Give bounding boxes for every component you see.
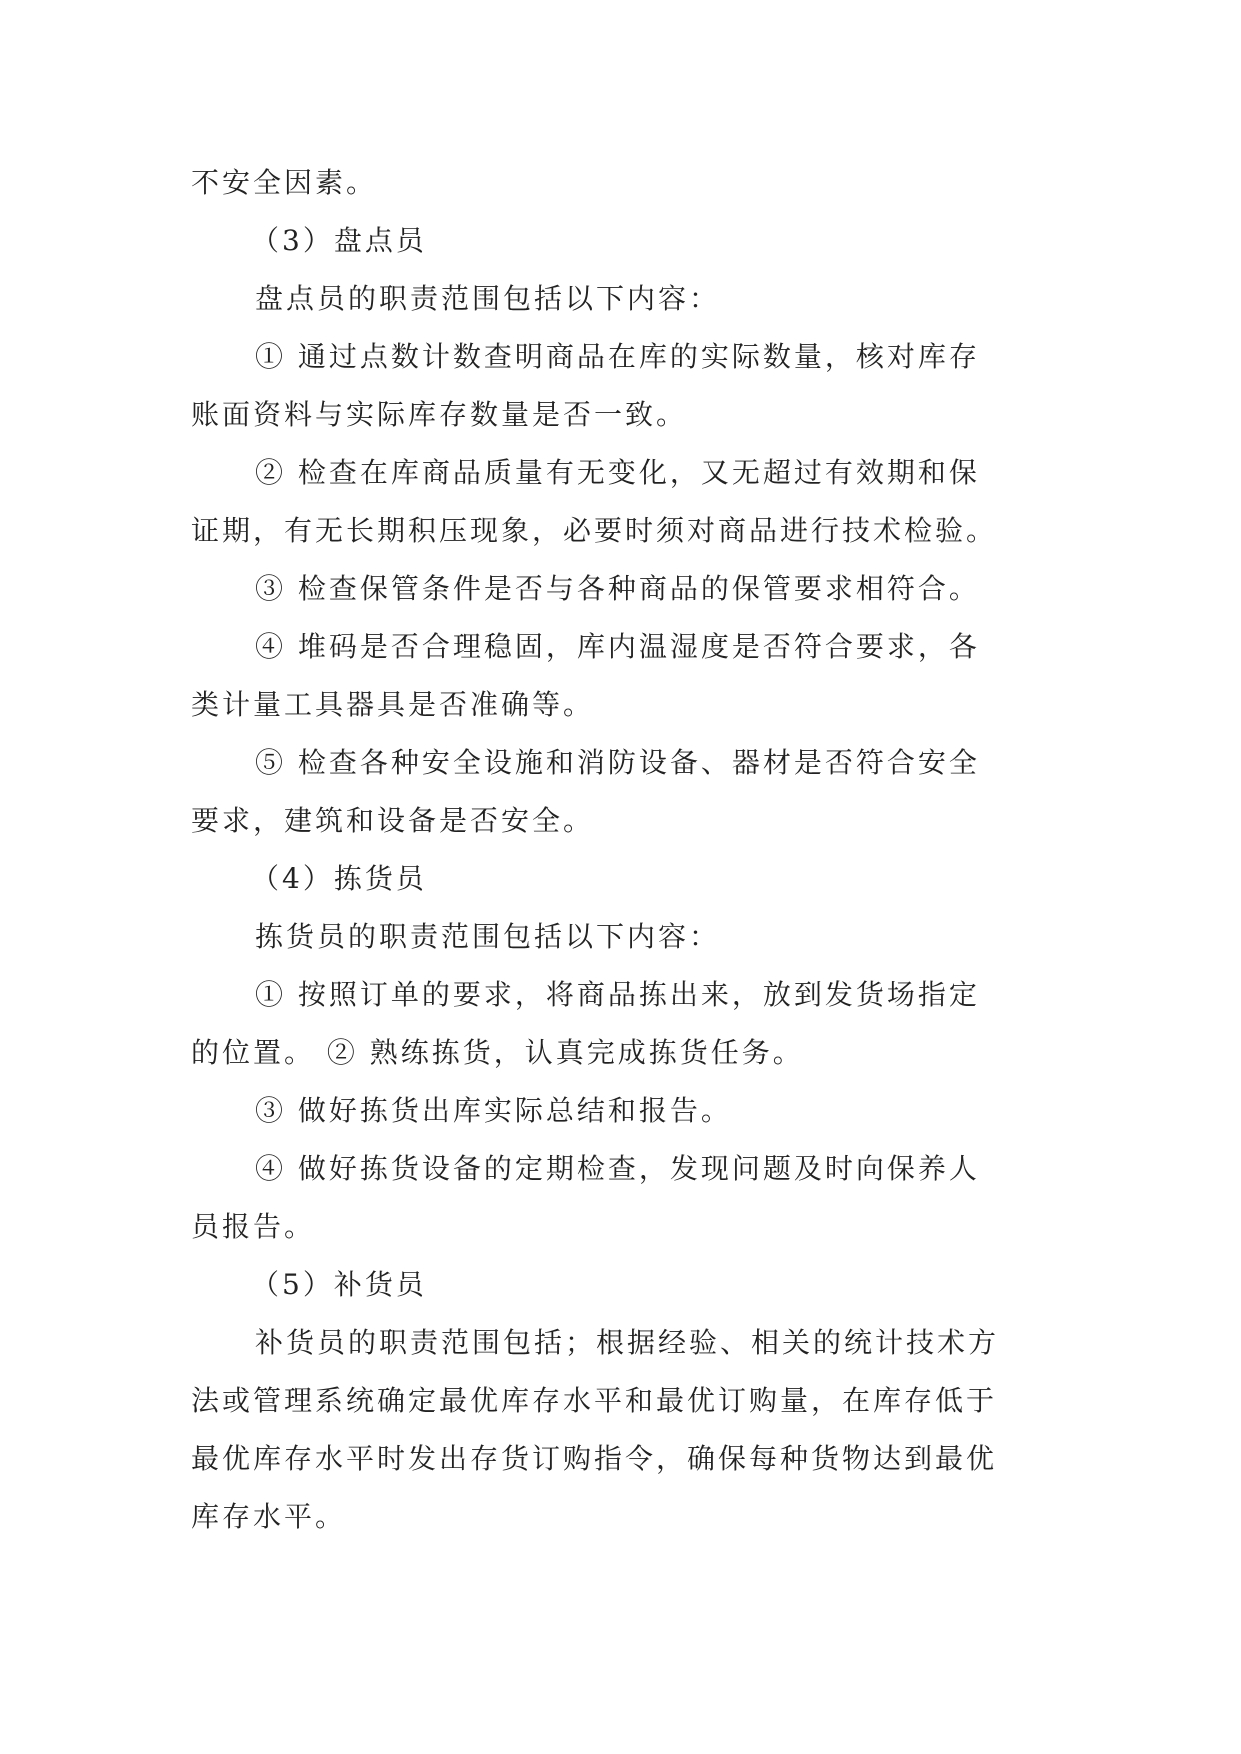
list-item-line: 员报告。 — [191, 1210, 316, 1243]
list-item-line: 的位置。 ② 熟练拣货，认真完成拣货任务。 — [191, 1036, 804, 1069]
section-heading-inventory-clerk: （3）盘点员 — [251, 224, 427, 257]
list-item-line: ③ 做好拣货出库实际总结和报告。 — [255, 1094, 732, 1127]
paragraph-line: 补货员的职责范围包括；根据经验、相关的统计技术方 — [255, 1326, 1000, 1359]
list-item-line: ② 检查在库商品质量有无变化，又无超过有效期和保 — [255, 456, 980, 489]
list-item-line: ⑤ 检查各种安全设施和消防设备、器材是否符合安全 — [255, 746, 980, 779]
section-heading-picker: （4）拣货员 — [251, 862, 427, 895]
paragraph-line: 最优库存水平时发出存货订购指令，确保每种货物达到最优 — [191, 1442, 998, 1475]
list-item-line: ① 按照订单的要求，将商品拣出来，放到发货场指定 — [255, 978, 980, 1011]
paragraph-line: 库存水平。 — [191, 1500, 347, 1533]
paragraph-line: 不安全因素。 — [191, 166, 378, 199]
list-item-line: ④ 做好拣货设备的定期检查，发现问题及时向保养人 — [255, 1152, 980, 1185]
list-item-line: 证期，有无长期积压现象，必要时须对商品进行技术检验。 — [191, 514, 998, 547]
section-heading-replenisher: （5）补货员 — [251, 1268, 427, 1301]
list-item-line: ① 通过点数计数查明商品在库的实际数量，核对库存 — [255, 340, 980, 373]
document-body — [191, 154, 1051, 1546]
paragraph-line: 拣货员的职责范围包括以下内容： — [255, 920, 721, 953]
paragraph-line: 盘点员的职责范围包括以下内容： — [255, 282, 721, 315]
list-item-line: 类计量工具器具是否准确等。 — [191, 688, 595, 721]
list-item-line: ④ 堆码是否合理稳固，库内温湿度是否符合要求，各 — [255, 630, 980, 663]
list-item-line: 账面资料与实际库存数量是否一致。 — [191, 398, 688, 431]
paragraph-line: 法或管理系统确定最优库存水平和最优订购量，在库存低于 — [191, 1384, 998, 1417]
list-item-line: ③ 检查保管条件是否与各种商品的保管要求相符合。 — [255, 572, 980, 605]
list-item-line: 要求，建筑和设备是否安全。 — [191, 804, 595, 837]
